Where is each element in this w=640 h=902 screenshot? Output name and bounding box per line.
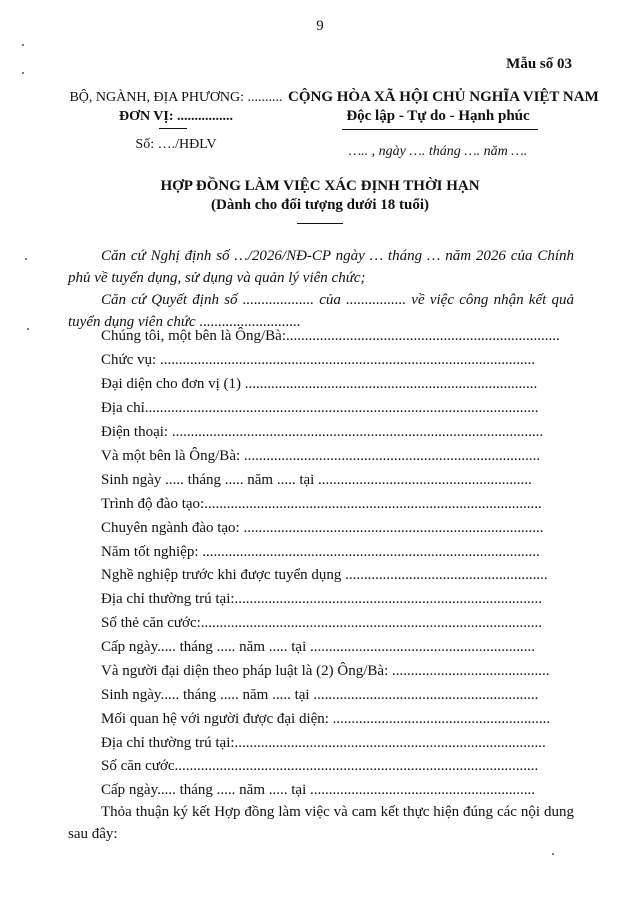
field-major: Chuyên ngành đào tạo: ................................................................................ (101, 520, 544, 536)
field-prior-occupation: Nghề nghiệp trước khi được tuyển dụng ...................................................... (101, 567, 548, 583)
country-name: CỘNG HÒA XÃ HỘI CHỦ NGHĨA VIỆT NAM (288, 89, 599, 105)
field-relationship: Mối quan hệ với người được đại diện: .......................................................... (101, 711, 551, 727)
left-header-rule (159, 128, 187, 129)
field-education: Trình độ đào tạo:.......................................................................................... (101, 496, 542, 512)
form-number: Mẫu số 03 (506, 56, 572, 72)
legal-basis-1: Căn cứ Nghị định số …/2026/NĐ-CP ngày … tháng … năm 2026 của Chính phủ về tuyển dụng, sử dụng và quản lý viên chức; (68, 248, 574, 286)
title-main: HỢP ĐỒNG LÀM VIỆC XÁC ĐỊNH THỜI HẠN (160, 178, 480, 194)
legal-basis-2: Căn cứ Quyết định số ................... của ................ về việc công nhận kết quả tuyển dụng viên chức ........................... (68, 292, 574, 330)
scan-speck (552, 853, 554, 855)
unit-line: ĐƠN VỊ: ................ (118, 109, 234, 124)
closing-paragraph: Thỏa thuận ký kết Hợp đồng làm việc và cam kết thực hiện đúng các nội dung sau đây: (68, 804, 574, 842)
field-phone: Điện thoại: ................................................................................................... (101, 424, 544, 440)
scan-speck (22, 44, 24, 46)
field-party-b-name: Và một bên là Ông/Bà: ............................................................................... (101, 448, 541, 464)
title-rule (297, 223, 343, 224)
right-header (288, 88, 599, 126)
field-address: Địa chỉ......................................................................................................... (101, 400, 539, 416)
field-rep-address: Địa chỉ thường trú tại:................................................................................... (101, 735, 546, 751)
field-rep-birth: Sinh ngày..... tháng ..... năm ..... tại ............................................................ (101, 687, 539, 703)
field-graduation-year: Năm tốt nghiệp: .......................................................................................... (101, 544, 540, 560)
ministry-line: BỘ, NGÀNH, ĐỊA PHƯƠNG: .......... (69, 90, 283, 105)
motto-rule (342, 129, 538, 130)
field-party-a-name: Chúng tôi, một bên là Ông/Bà:......................................................................... (101, 328, 560, 344)
national-motto: Độc lập - Tự do - Hạnh phúc (346, 108, 530, 124)
field-position: Chức vụ: .................................................................................................... (101, 352, 535, 368)
field-represent-unit: Đại diện cho đơn vị (1) .............................................................................. (101, 376, 538, 392)
title-subtitle: (Dành cho đối tượng dưới 18 tuổi) (211, 197, 429, 213)
page-number: 9 (316, 18, 324, 34)
field-id-card: Số thẻ căn cước:........................................................................................... (101, 615, 543, 631)
scan-speck (27, 328, 29, 330)
date-line: ….. , ngày …. tháng …. năm …. (348, 144, 528, 159)
field-rep-issue-date: Cấp ngày..... tháng ..... năm ..... tại ............................................................ (101, 782, 535, 798)
field-issue-date: Cấp ngày..... tháng ..... năm ..... tại ............................................................ (101, 639, 535, 655)
field-permanent-address: Địa chỉ thường trú tại:.................................................................................. (101, 591, 543, 607)
field-birth: Sinh ngày ..... tháng ..... năm ..... tại ......................................................... (101, 472, 532, 488)
left-header (60, 88, 292, 126)
field-legal-rep: Và người đại diện theo pháp luật là (2) Ông/Bà: .......................................... (101, 663, 550, 679)
document-title (0, 177, 640, 215)
field-rep-id: Số căn cước................................................................................................. (101, 758, 539, 774)
document-number: Số: …./HĐLV (135, 137, 217, 152)
scan-speck (25, 258, 27, 260)
scan-speck (22, 72, 24, 74)
